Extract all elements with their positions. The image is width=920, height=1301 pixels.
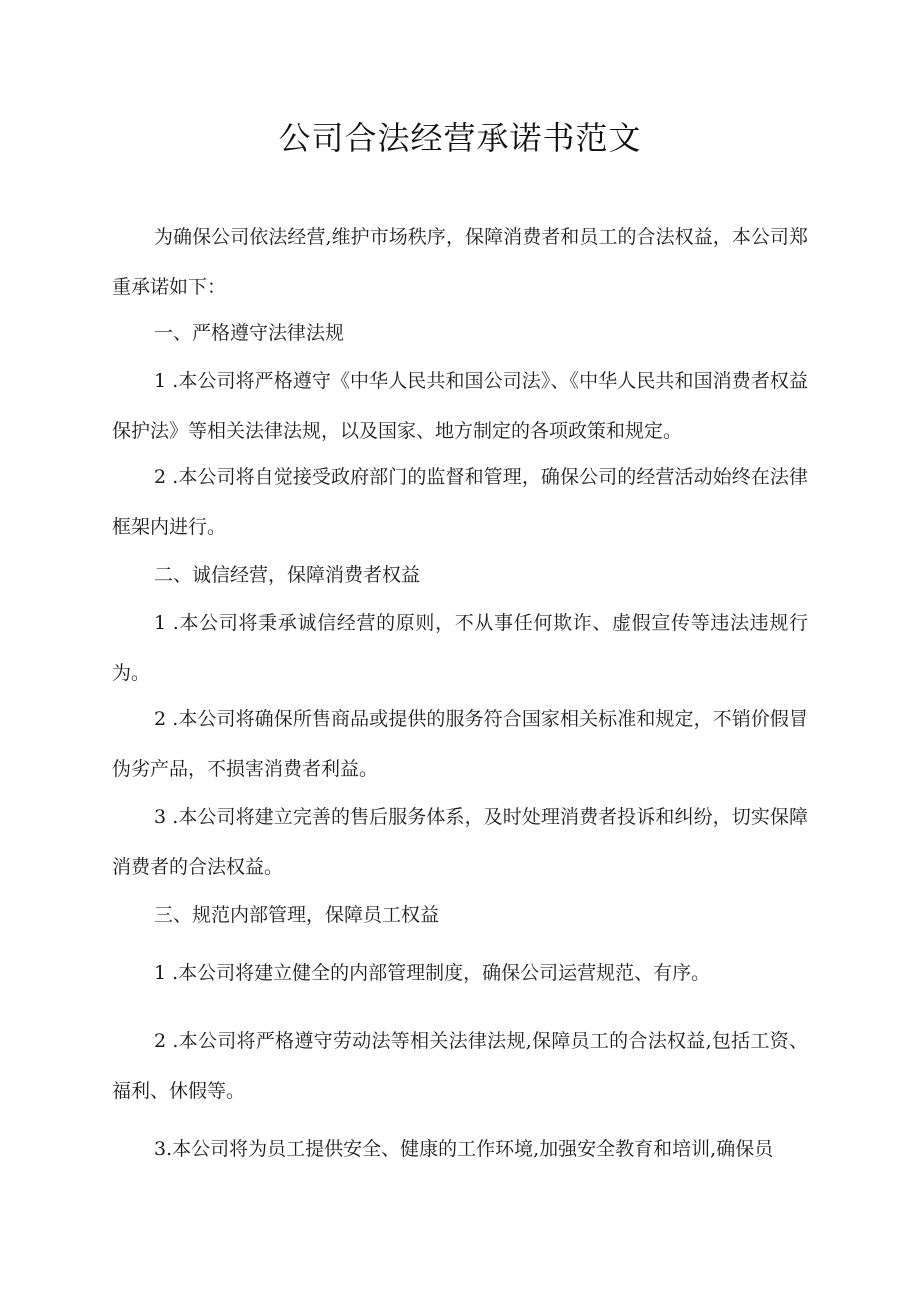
clause-2-2: 2 .本公司将确保所售商品或提供的服务符合国家相关标准和规定，不销价假冒伪劣产品，不损害消费者利益。 bbox=[112, 708, 808, 780]
clause-3-3: 3.本公司将为员工提供安全、健康的工作环境,加强安全教育和培训,确保员 bbox=[154, 1138, 774, 1160]
clause-1-1: 1 .本公司将严格遵守《中华人民共和国公司法》、《中华人民共和国消费者权益保护法》等相关法律法规，以及国家、地方制定的各项政策和规定。 bbox=[112, 370, 808, 442]
clause-3-2: 2 .本公司将严格遵守劳动法等相关法律法规,保障员工的合法权益,包括工资、福利、休假等。 bbox=[112, 1030, 808, 1102]
clause-2-3: 3 .本公司将建立完善的售后服务体系，及时处理消费者投诉和纠纷，切实保障消费者的合法权益。 bbox=[112, 806, 808, 878]
clause-3-1: 1 .本公司将建立健全的内部管理制度，确保公司运营规范、有序。 bbox=[154, 962, 711, 984]
intro-paragraph: 为确保公司依法经营,维护市场秩序，保障消费者和员工的合法权益，本公司郑重承诺如下： bbox=[112, 226, 808, 298]
section-heading-1: 一、严格遵守法律法规 bbox=[154, 322, 345, 344]
section-heading-3: 三、规范内部管理，保障员工权益 bbox=[154, 904, 440, 926]
document-title: 公司合法经营承诺书范文 bbox=[278, 119, 642, 157]
section-heading-2: 二、诚信经营，保障消费者权益 bbox=[154, 564, 421, 586]
clause-1-2: 2 .本公司将自觉接受政府部门的监督和管理，确保公司的经营活动始终在法律框架内进行。 bbox=[112, 466, 808, 538]
clause-2-1: 1 .本公司将秉承诚信经营的原则，不从事任何欺诈、虚假宣传等违法违规行为。 bbox=[112, 612, 808, 684]
